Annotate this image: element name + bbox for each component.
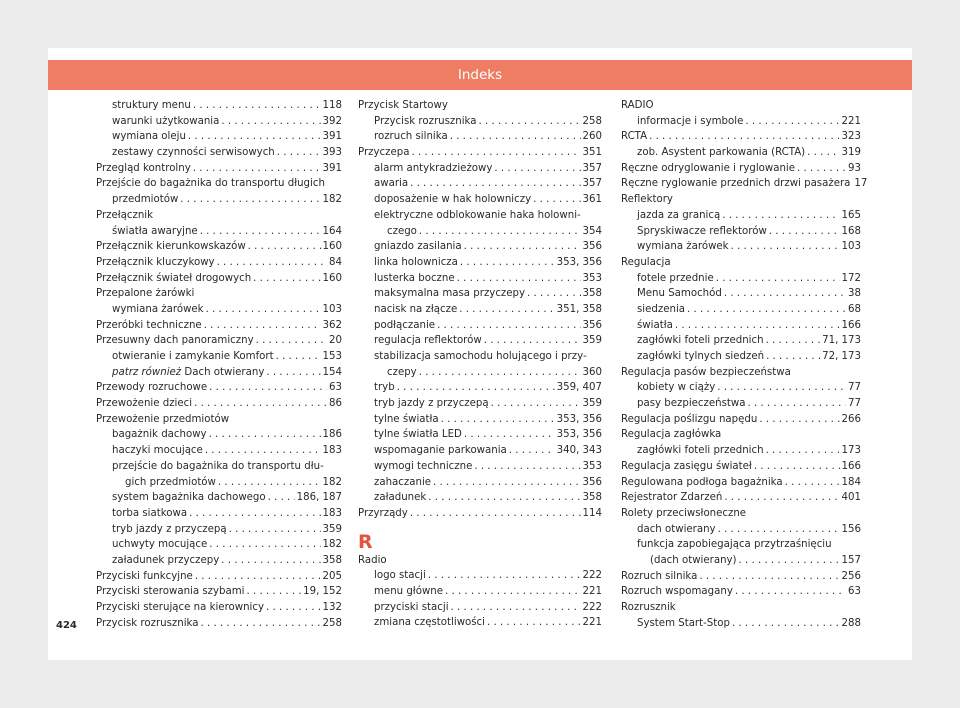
index-entry: tylne światła . . . 353, 356 [358,414,602,430]
index-entry: czepy . . . 360 [358,367,602,383]
index-entry: zagłówki tylnych siedzeń . . . 72, 173 [621,351,861,367]
index-heading: Regulacja zagłówka [621,429,722,441]
index-entry: linka holownicza . . . 353, 356 [358,257,602,273]
index-entry: Przyrządy . . . 114 [358,508,602,524]
index-entry: załadunek przyczepy . . . 358 [96,555,342,571]
index-entry: podłączanie . . . 356 [358,320,602,336]
index-entry: system bagażnika dachowego . . . 186, 187 [96,492,342,508]
index-entry: haczyki mocujące . . . 183 [96,445,342,461]
index-entry: Ręczne odryglowanie i ryglowanie . . . 93 [621,163,861,179]
index-entry: Przyciski sterujące na kierownicy . . . 132 [96,602,342,618]
index-entry: regulacja reflektorów . . . 359 [358,335,602,351]
index-entry: dach otwierany . . . 156 [621,524,861,540]
index-entry: rozruch silnika . . . 260 [358,131,602,147]
index-heading: Przejście do bagażnika do transportu długich [96,178,325,190]
index-entry: System Start-Stop . . . 288 [621,618,861,634]
index-entry: tryb jazdy z przyczepą . . . 359 [358,398,602,414]
index-entry: warunki użytkowania . . . 392 [96,116,342,132]
section-letter-r: R [358,530,373,553]
index-entry: pasy bezpieczeństwa . . . 77 [621,398,861,414]
index-entry: wymiana żarówek . . . 103 [96,304,342,320]
index-column-2 [358,100,602,633]
index-subheading: stabilizacja samochodu holującego i przy- [374,351,587,362]
index-entry: czego . . . 354 [358,226,602,242]
index-entry: światła awaryjne . . . 164 [96,226,342,242]
index-entry: Ręczne ryglowanie przednich drzwi pasażera 17 [621,178,868,190]
index-entry: Przeróbki techniczne . . . 362 [96,320,342,336]
index-entry: nacisk na złącze . . . 351, 358 [358,304,602,320]
see-also-label: patrz również [112,366,182,378]
index-heading: Regulacja pasów bezpieczeństwa [621,366,791,378]
index-entry: awaria . . . 357 [358,178,602,194]
index-entry: Menu Samochód . . . 38 [621,288,861,304]
index-column-1 [96,100,342,633]
index-column-3 [621,100,868,633]
index-entry: Przycisk rozrusznika . . . 258 [358,116,602,132]
index-entry: Przegląd kontrolny . . . 391 [96,163,342,179]
index-entry: Rozruch silnika . . . 256 [621,571,861,587]
index-entry: Regulowana podłoga bagażnika . . . 184 [621,477,861,493]
index-entry: menu główne . . . 221 [358,586,602,602]
index-entry: zagłówki foteli przednich . . . 173 [621,445,861,461]
index-subheading: przejście do bagażnika do transportu dłu- [112,460,324,472]
index-entry: Przełącznik kierunkowskazów . . . 160 [96,241,342,257]
index-entry: Spryskiwacze reflektorów . . . 168 [621,226,861,242]
page-title: Indeks [457,67,503,83]
index-entry: załadunek . . . 358 [358,492,602,508]
index-entry: Przycisk rozrusznika . . . 258 [96,618,342,634]
index-entry: Regulacja zasięgu świateł . . . 166 [621,461,861,477]
index-entry: struktury menu . . . 118 [96,100,342,116]
index-heading: Przewożenie przedmiotów [96,413,230,425]
index-entry: zagłówki foteli przednich . . . 71, 173 [621,335,861,351]
index-entry: wspomaganie parkowania . . . 340, 343 [358,445,602,461]
index-entry: wymiana żarówek . . . 103 [621,241,861,257]
index-entry: bagażnik dachowy . . . 186 [96,429,342,445]
index-subheading: elektryczne odblokowanie haka holowni- [374,209,581,221]
index-entry: Przyciski funkcyjne . . . 205 [96,571,342,587]
index-entry: Przełącznik świateł drogowych . . . 160 [96,273,342,289]
index-entry: siedzenia . . . 68 [621,304,861,320]
index-entry: zmiana częstotliwości . . . 221 [358,617,602,633]
index-entry: Rozruch wspomagany . . . 63 [621,586,861,602]
index-heading: Radio [358,554,387,566]
index-entry: Regulacja poślizgu napędu . . . 266 [621,414,861,430]
index-heading: Rozrusznik [621,602,676,613]
index-entry: światła . . . 166 [621,320,861,336]
index-entry: gniazdo zasilania . . . 356 [358,241,602,257]
index-entry: wymiana oleju . . . 391 [96,131,342,147]
index-entry: kobiety w ciąży . . . 77 [621,382,861,398]
index-entry: zahaczanie . . . 356 [358,477,602,493]
index-entry: Przewody rozruchowe . . . 63 [96,382,342,398]
index-entry: torba siatkowa . . . 183 [96,508,342,524]
index-heading: Regulacja [621,256,671,268]
index-entry: otwieranie i zamykanie Komfort . . . 153 [96,351,342,367]
index-entry: tryb . . . 359, 407 [358,382,602,398]
index-entry: zob. Asystent parkowania (RCTA) . . . 319 [621,147,861,163]
index-entry: RCTA . . . 323 [621,131,861,147]
index-entry: lusterka boczne . . . 353 [358,273,602,289]
index-entry: gich przedmiotów . . . 182 [96,477,342,493]
index-entry: Przyczepa . . . 351 [358,147,602,163]
page-number: 424 [56,620,77,631]
index-entry: jazda za granicą . . . 165 [621,210,861,226]
index-subheading: funkcja zapobiegająca przytrzaśnięciu [637,539,832,551]
index-entry: tylne światła LED . . . 353, 356 [358,429,602,445]
index-entry: logo stacji . . . 222 [358,570,602,586]
index-entry: tryb jazdy z przyczepą . . . 359 [96,524,342,540]
index-entry: maksymalna masa przyczepy . . . 358 [358,288,602,304]
index-heading: RADIO [621,100,654,111]
index-entry: Przyciski sterowania szybami . . . 19, 152 [96,586,342,602]
index-entry: informacje i symbole . . . 221 [621,116,861,132]
index-entry: (dach otwierany) . . . 157 [621,555,861,571]
index-entry: Przewożenie dzieci . . . 86 [96,398,342,414]
index-heading: Przełącznik [96,209,154,221]
header-band [48,60,912,90]
index-heading: Rolety przeciwsłoneczne [621,507,747,519]
index-entry: zestawy czynności serwisowych . . . 393 [96,147,342,163]
index-entry: Przełącznik kluczykowy . . . 84 [96,257,342,273]
index-entry: wymogi techniczne . . . 353 [358,461,602,477]
index-heading: Przepalone żarówki [96,288,195,300]
index-entry: przedmiotów . . . 182 [96,194,342,210]
index-entry: fotele przednie . . . 172 [621,273,861,289]
index-entry: przyciski stacji . . . 222 [358,602,602,618]
index-entry: uchwyty mocujące . . . 182 [96,539,342,555]
index-entry: doposażenie w hak holowniczy . . . 361 [358,194,602,210]
index-entry: alarm antykradzieżowy . . . 357 [358,163,602,179]
index-entry: Rejestrator Zdarzeń . . . 401 [621,492,861,508]
index-heading: Reflektory [621,194,673,206]
index-heading: Przycisk Startowy [358,100,448,111]
index-entry: patrz również Dach otwierany . . . 154 [96,367,342,383]
index-entry: Przesuwny dach panoramiczny . . . 20 [96,335,342,351]
